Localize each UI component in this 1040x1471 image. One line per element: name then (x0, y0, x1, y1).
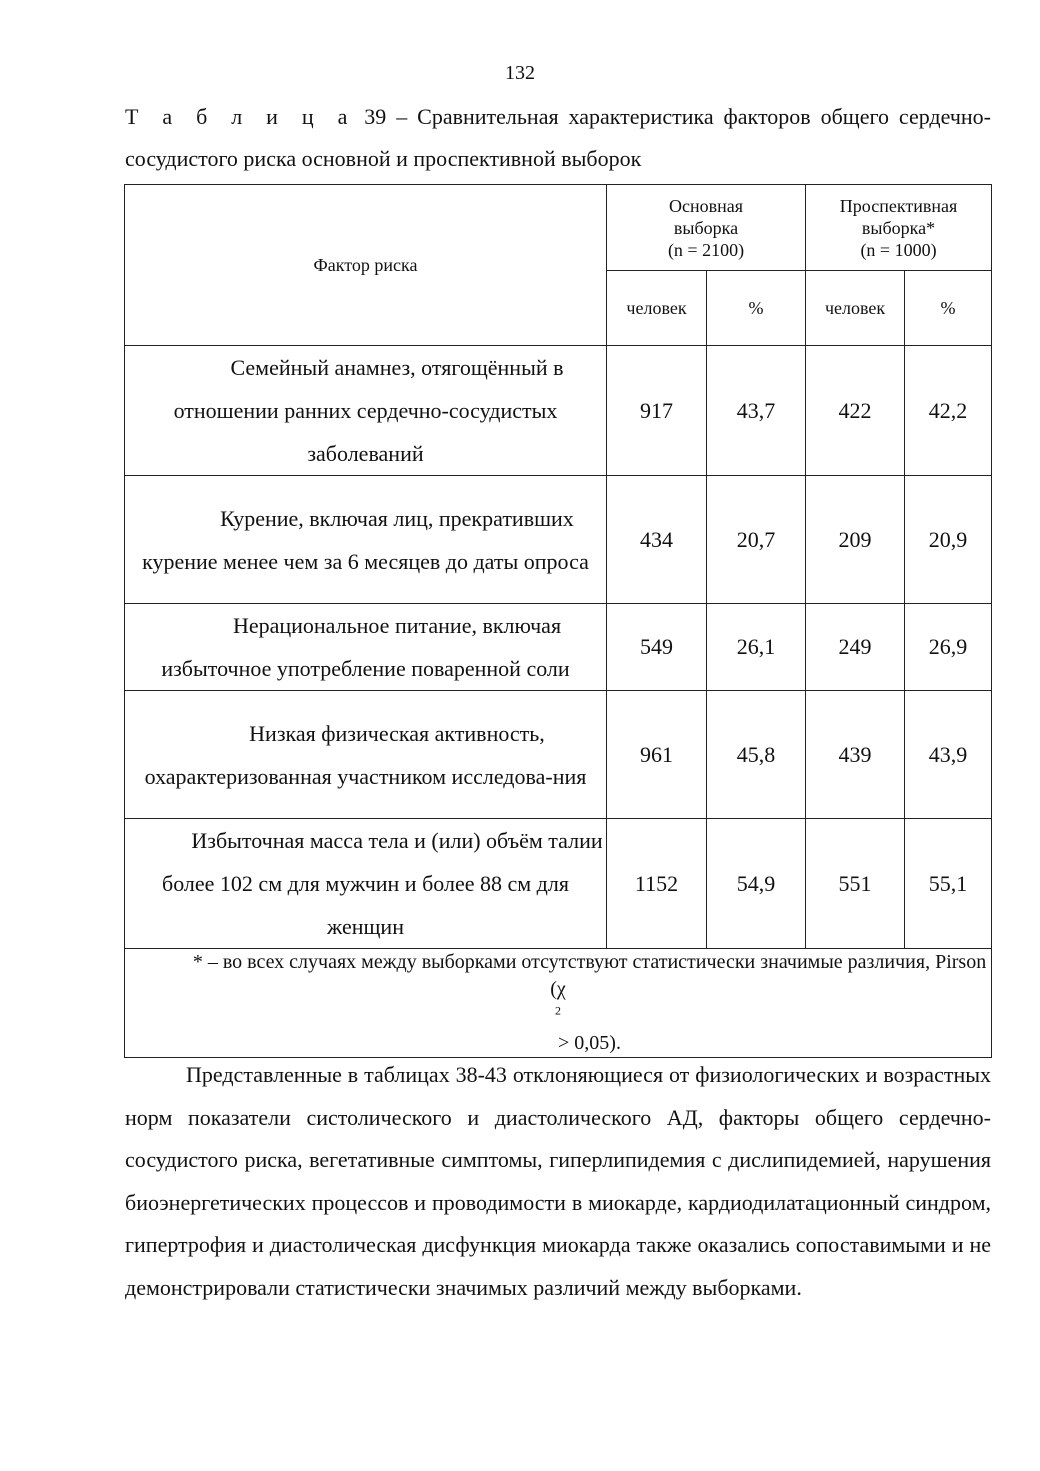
main-sample-header-line: (n = 2100) (667, 239, 745, 260)
main-count-cell: 1152 (607, 819, 707, 949)
table-caption (125, 96, 991, 180)
main-percent-cell: 20,7 (707, 476, 806, 604)
table-note-row (125, 949, 992, 1058)
factor-cell: Избыточная масса тела и (или) объём талии более 102 см для мужчин и более 88 см для женщин (125, 819, 607, 949)
risk-factor-table (124, 184, 992, 1058)
prospective-sample-header-line: (n = 1000) (860, 239, 937, 260)
main-percent-cell: 43,7 (707, 346, 806, 476)
main-sample-header (607, 185, 806, 271)
prospective-percent-cell: 20,9 (905, 476, 992, 604)
prospective-sample-header (806, 185, 992, 271)
table-row (125, 819, 992, 949)
caption-label: Т а б л и ц а (125, 104, 355, 129)
prospective-percent-cell: 43,9 (905, 691, 992, 819)
table-row (125, 604, 992, 691)
main-percent-cell: 26,1 (707, 604, 806, 691)
main-sample-header-line: выборка (673, 217, 739, 238)
prospective-count-cell: 249 (806, 604, 905, 691)
factor-column-header: Фактор риска (125, 185, 607, 346)
factor-cell: Курение, включая лиц, прекративших курение менее чем за 6 месяцев до даты опроса (125, 476, 607, 604)
prospective-count-cell: 209 (806, 476, 905, 604)
main-sample-header-line: Основная (668, 195, 744, 216)
main-count-cell: 961 (607, 691, 707, 819)
count-header-main: человек (607, 271, 707, 346)
factor-cell: Семейный анамнез, отягощённый в отношении ранних сердечно-сосудистых заболеваний (125, 346, 607, 476)
prospective-count-cell: 439 (806, 691, 905, 819)
prospective-sample-header-line: выборка* (861, 217, 936, 238)
prospective-sample-header-line: Проспективная (839, 195, 958, 216)
main-count-cell: 917 (607, 346, 707, 476)
prospective-count-cell: 551 (806, 819, 905, 949)
prospective-count-cell: 422 (806, 346, 905, 476)
table-footnote: * – во всех случаях между выборками отсутствуют статистически значимые различия, Pirson (χ $^2$ > 0,05). (125, 949, 992, 1058)
percent-header-main: % (707, 271, 806, 346)
factor-cell: Нерациональное питание, включая избыточное употребление поваренной соли (125, 604, 607, 691)
main-percent-cell: 54,9 (707, 819, 806, 949)
main-count-cell: 434 (607, 476, 707, 604)
table-row (125, 346, 992, 476)
main-percent-cell: 45,8 (707, 691, 806, 819)
percent-header-prospective: % (905, 271, 992, 346)
prospective-percent-cell: 26,9 (905, 604, 992, 691)
caption-text: 39 – Сравнительная характеристика факторов общего сердечно-сосудистого риска основной и проспективной выборок (125, 104, 992, 171)
main-count-cell: 549 (607, 604, 707, 691)
table-row (125, 691, 992, 819)
prospective-percent-cell: 42,2 (905, 346, 992, 476)
page-number: 132 (505, 62, 535, 84)
body-paragraph: Представленные в таблицах 38-43 отклоняющиеся от физиологических и возрастных норм показатели систолического и диастолического АД, факторы общего сердечно-сосудистого риска, вегетативные симптомы, гиперлипидемия с дислипидемией, нарушения биоэнергетических процессов и проводимости в миокарде, кардиодилатационный синдром, гипертрофия и диастолическая дисфункция миокарда также оказались сопоставимыми и не демонстрировали статистически значимых различий между выборками. (125, 1062, 991, 1300)
count-header-prospective: человек (806, 271, 905, 346)
factor-cell: Низкая физическая активность, охарактеризованная участником исследова-ния (125, 691, 607, 819)
table-row (125, 476, 992, 604)
prospective-percent-cell: 55,1 (905, 819, 992, 949)
